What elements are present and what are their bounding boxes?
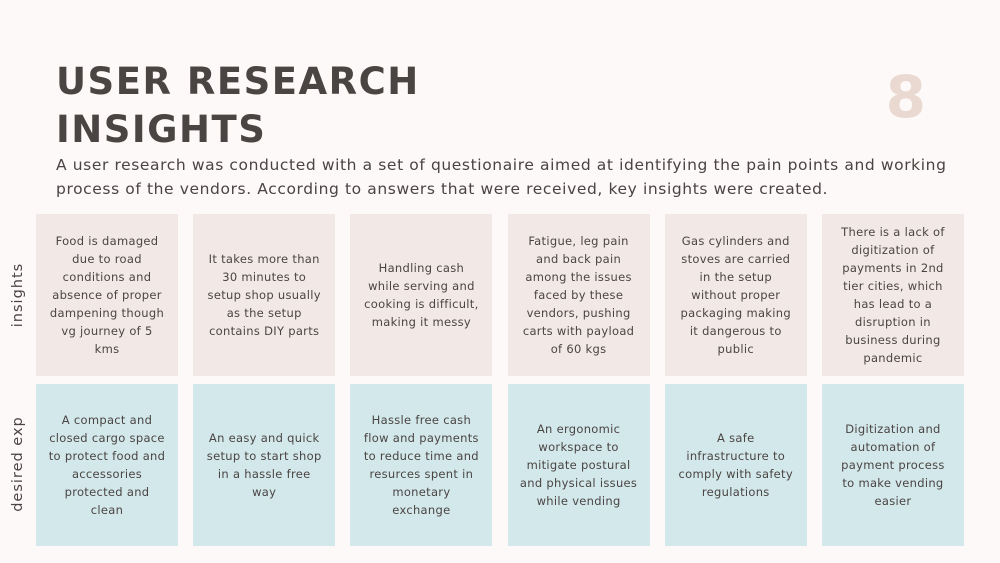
intro-paragraph: A user research was conducted with a set of questionaire aimed at identifying the pain points and working process of the vendors. According to answers that were received, key insights were created. xyxy=(56,156,947,198)
desired-experience-row xyxy=(36,384,964,546)
title-line-1: USER RESEARCH xyxy=(56,60,420,103)
insight-card-5: Gas cylinders and stoves are carried in the setup without proper packaging making it dangerous to public xyxy=(665,214,807,376)
insights-label-text: insights xyxy=(10,262,26,328)
page-number: 8 xyxy=(885,63,926,131)
insight-card-6: There is a lack of digitization of payments in 2nd tier cities, which has lead to a disruption in business during pandemic xyxy=(822,214,964,376)
insight-card-3: Handling cash while serving and cooking is difficult, making it messy xyxy=(350,214,492,376)
insight-card-4: Fatigue, leg pain and back pain among the issues faced by these vendors, pushing carts with payload of 60 kgs xyxy=(508,214,650,376)
desired-card-5: A safe infrastructure to comply with safety regulations xyxy=(665,384,807,546)
page-title xyxy=(56,58,496,154)
desired-card-1: A compact and closed cargo space to protect food and accessories protected and clean xyxy=(36,384,178,546)
desired-card-2: An easy and quick setup to start shop in a hassle free way xyxy=(193,384,335,546)
desired-card-3: Hassle free cash flow and payments to reduce time and resurces spent in monetary exchange xyxy=(350,384,492,546)
insight-card-1: Food is damaged due to road conditions and absence of proper dampening though vg journey of 5 kms xyxy=(36,214,178,376)
insights-row xyxy=(36,214,964,376)
desired-card-4: An ergonomic workspace to mitigate postural and physical issues while vending xyxy=(508,384,650,546)
desired-card-6: Digitization and automation of payment process to make vending easier xyxy=(822,384,964,546)
desired-row-label xyxy=(10,416,26,512)
insights-row-label xyxy=(10,262,26,328)
insight-card-2: It takes more than 30 minutes to setup shop usually as the setup contains DIY parts xyxy=(193,214,335,376)
desired-label-text: desired exp xyxy=(10,416,26,512)
title-line-2: INSIGHTS xyxy=(56,108,267,151)
